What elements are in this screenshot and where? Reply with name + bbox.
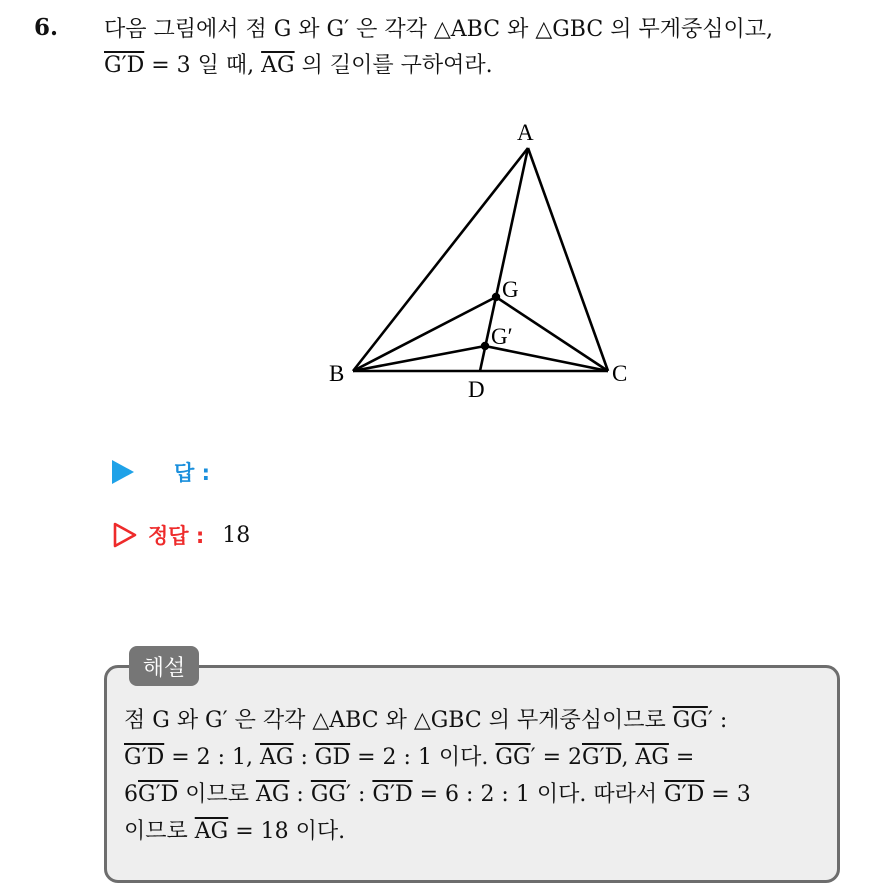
- solution-value: 18: [222, 522, 251, 548]
- edge-ac: [528, 148, 608, 371]
- explanation-fragment: ′ = 2: [530, 745, 582, 770]
- explanation-fragment: 이므로: [178, 782, 256, 807]
- label-c: C: [612, 361, 628, 386]
- explanation-fragment: ′ :: [707, 708, 728, 733]
- segment-ag: $\overline{AG}$: [261, 53, 295, 78]
- label-gp: G′: [491, 324, 513, 349]
- segment-overline: G′D: [664, 782, 705, 807]
- explanation-fragment: 이므로: [124, 819, 195, 844]
- explanation-fragment: = 3: [704, 782, 751, 807]
- explanation-line-2: [124, 739, 824, 776]
- segment-overline: $\overline{AG}$: [194, 819, 229, 844]
- explanation-fragment: 6: [124, 782, 138, 807]
- point-gp: [481, 342, 489, 350]
- explanation-fragment: ′ :: [346, 782, 373, 807]
- segment-overline: $\overline{AG}$: [635, 745, 669, 770]
- question-text-fragment: = 3 일 때,: [144, 53, 262, 78]
- segment-overline: G′D: [124, 745, 165, 770]
- segment-overline: $\overline{AG}$: [255, 782, 290, 807]
- segment-overline: $\overline{GG}$: [672, 708, 708, 733]
- play-icon: [112, 460, 134, 484]
- point-g: [492, 293, 500, 301]
- solution-row: [112, 518, 250, 552]
- explanation-fragment: = 2 : 1,: [164, 745, 261, 770]
- segment-overline: $\overline{AG}$: [260, 745, 294, 770]
- question-text: [104, 12, 874, 84]
- segment-overline: $\overline{GD}$: [314, 745, 351, 770]
- question-number: 6.: [34, 14, 59, 41]
- explanation-fragment: = 18 이다.: [228, 819, 346, 844]
- answer-label: 답 :: [174, 461, 210, 485]
- explanation-tab: 해설: [129, 646, 199, 686]
- edge-bgp: [353, 346, 485, 371]
- label-g: G: [502, 277, 519, 302]
- explanation-line-1: [124, 702, 824, 739]
- explanation-fragment: ,: [621, 745, 636, 770]
- segment-gpd: G′D: [104, 53, 145, 78]
- solution-label: 정답 :: [148, 524, 205, 548]
- explanation-line-3: [124, 776, 824, 813]
- segment-overline: $\overline{GG}$: [495, 745, 531, 770]
- outline-play-icon: [112, 521, 138, 549]
- segment-overline: G′D: [138, 782, 179, 807]
- question-line-1: 다음 그림에서 점 G 와 G′ 은 각각 △ABC 와 △GBC 의 무게중심이고,: [104, 17, 773, 42]
- label-d: D: [468, 377, 485, 402]
- segment-overline: G′D: [372, 782, 413, 807]
- label-a: A: [517, 120, 534, 145]
- explanation-fragment: = 6 : 2 : 1 이다. 따라서: [412, 782, 665, 807]
- explanation-line-4: [124, 813, 824, 850]
- explanation-fragment: 점 G 와 G′ 은 각각 △ABC 와 △GBC 의 무게중심이므로: [124, 708, 673, 733]
- segment-overline: $\overline{GG}$: [310, 782, 346, 807]
- explanation-fragment: :: [293, 745, 315, 770]
- explanation-fragment: =: [668, 745, 695, 770]
- edge-bg: [353, 297, 496, 371]
- question-line-2: [104, 48, 874, 84]
- explanation-fragment: :: [289, 782, 311, 807]
- triangle-figure: [320, 110, 650, 410]
- answer-row: [112, 456, 210, 488]
- question-text-fragment: 의 길이를 구하여라.: [294, 53, 493, 78]
- label-b: B: [329, 361, 345, 386]
- segment-overline: G′D: [582, 745, 622, 770]
- explanation-text: [124, 702, 824, 850]
- explanation-fragment: = 2 : 1 이다.: [350, 745, 496, 770]
